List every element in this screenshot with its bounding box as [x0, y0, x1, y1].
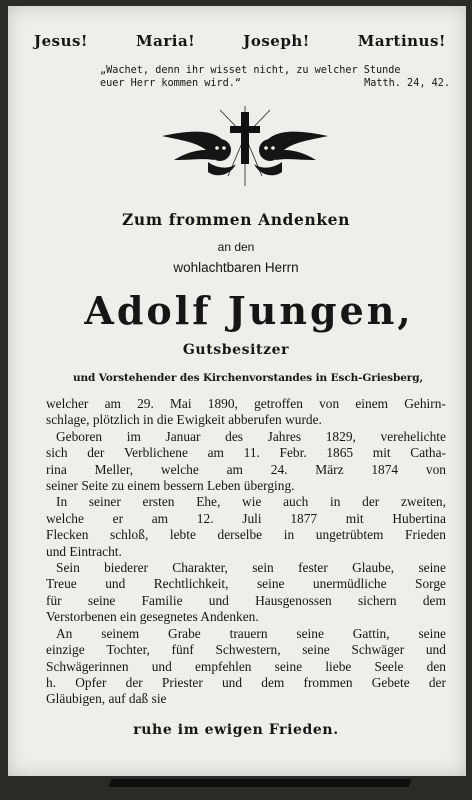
- word: verehelichte: [380, 428, 446, 444]
- word: dem: [261, 674, 285, 690]
- biography-line: [46, 511, 446, 527]
- word: von: [425, 461, 446, 477]
- word: 1865: [326, 445, 354, 461]
- cherub-icon: [162, 132, 236, 176]
- word: Febr.: [279, 445, 307, 461]
- word: Glaube,: [352, 560, 395, 576]
- word: 11.: [243, 445, 260, 461]
- biography-line: [46, 593, 446, 609]
- word: Opfer: [75, 674, 107, 690]
- quote-reference: Matth. 24, 42.: [364, 78, 450, 89]
- word: seine: [296, 625, 324, 641]
- word: welche: [46, 510, 84, 526]
- word: und: [208, 592, 229, 608]
- biography-text: [46, 396, 446, 708]
- word: h.: [46, 674, 57, 690]
- word: fünf: [171, 642, 194, 658]
- biography-line: [46, 659, 446, 675]
- invocation-joseph: Joseph!: [243, 32, 310, 50]
- biography-line: Gläubigen, auf daß sie: [46, 691, 167, 707]
- word: und: [105, 576, 126, 592]
- word: trauern: [229, 625, 268, 641]
- word: Schwägerinnen: [46, 658, 129, 674]
- word: 1877: [290, 510, 318, 526]
- word: 1874: [371, 461, 399, 477]
- biography-line: [46, 576, 446, 592]
- word: mit: [372, 445, 391, 461]
- word: er: [112, 510, 124, 526]
- word: liebe: [325, 658, 352, 674]
- word: seine: [256, 576, 285, 592]
- word: einem: [355, 396, 389, 411]
- word: getroffen: [254, 396, 303, 411]
- word: und: [151, 658, 172, 674]
- word: 1829,: [325, 428, 356, 444]
- word: seiner: [88, 494, 121, 510]
- word: ersten: [142, 494, 175, 510]
- word: seine: [418, 560, 446, 576]
- word: Hausgenossen: [255, 592, 332, 608]
- word: Hubertina: [392, 510, 446, 526]
- word: einzige: [46, 642, 85, 658]
- word: Frieden: [405, 527, 446, 543]
- word: Grabe: [168, 625, 201, 641]
- bottom-border: [109, 779, 412, 787]
- word: seine: [274, 658, 303, 674]
- word: derselbe: [217, 527, 263, 543]
- word: Juli: [242, 510, 262, 526]
- header-invocations: [34, 32, 446, 50]
- word: auch: [283, 494, 309, 510]
- quote-line-1: „Wachet, denn ihr wisset nicht, zu welcher Stunde: [100, 65, 401, 76]
- word: 1890,: [207, 396, 238, 411]
- quote-line-2-text: euer Herr kommen wird.“: [100, 78, 242, 89]
- word: empfehlen: [194, 658, 252, 674]
- biography-line: [46, 462, 446, 478]
- word: am: [104, 396, 121, 411]
- memorial-heading: Zum frommen Andenken: [121, 210, 351, 229]
- biography-line: [46, 527, 446, 543]
- word: am: [151, 510, 169, 526]
- cross-emblem: [160, 106, 330, 192]
- word: Gattin,: [352, 625, 390, 641]
- biography-line: [46, 560, 446, 576]
- word: Sein: [56, 560, 80, 576]
- word: zweiten,: [400, 494, 446, 510]
- word: am: [207, 445, 224, 461]
- word: der: [362, 494, 380, 510]
- biography-line: [46, 675, 446, 691]
- word: der: [428, 674, 446, 690]
- word: Tochter,: [106, 642, 150, 658]
- cross-icon: [230, 112, 260, 164]
- word: schloß,: [109, 527, 149, 543]
- word: in: [283, 527, 295, 543]
- word: März: [315, 461, 344, 477]
- word: seinem: [101, 625, 140, 641]
- cherub-icon: [254, 132, 328, 176]
- word: welcher: [46, 396, 89, 411]
- biography-line: [46, 396, 446, 412]
- word: mit: [345, 510, 364, 526]
- invocation-maria: Maria!: [136, 32, 196, 50]
- occupation: Gutsbesitzer: [182, 342, 290, 358]
- word: und: [221, 674, 243, 690]
- word: fester: [298, 560, 328, 576]
- word: der: [125, 674, 143, 690]
- word: am: [226, 461, 243, 477]
- word: rina: [46, 461, 67, 477]
- word: in: [330, 494, 341, 510]
- invocation-jesus: Jesus!: [34, 32, 89, 50]
- word: Sorge: [415, 576, 446, 592]
- word: Meller,: [94, 461, 134, 477]
- word: Geboren: [56, 428, 103, 444]
- word: Familie: [141, 592, 183, 608]
- word: seine: [418, 625, 446, 641]
- word: Januar: [165, 428, 201, 444]
- word: biederer: [104, 560, 148, 576]
- word: des: [225, 428, 243, 444]
- biography-line: [46, 494, 446, 510]
- word: von: [319, 396, 340, 411]
- word: Jahres: [267, 428, 302, 444]
- biography-line: [46, 429, 446, 445]
- scripture-quote: [100, 64, 450, 90]
- word: seine: [302, 642, 330, 658]
- word: sein: [252, 560, 274, 576]
- word: Priester: [161, 674, 203, 690]
- biography-line: [46, 642, 446, 658]
- deceased-name: Adolf Jungen,: [84, 288, 414, 333]
- biography-line: [46, 626, 446, 642]
- word: An: [56, 625, 73, 641]
- word: 29.: [137, 396, 154, 411]
- word: sichern: [357, 592, 397, 608]
- word: Flecken: [46, 527, 89, 543]
- word: sich: [46, 445, 68, 461]
- word: frommen: [303, 674, 353, 690]
- word: 12.: [196, 510, 214, 526]
- biography-line: und Eintracht.: [46, 543, 122, 559]
- biography-line: Verstorbenen ein gesegnetes Andenken.: [46, 609, 259, 625]
- word: Catha-: [410, 445, 446, 461]
- word: unermüdliche: [312, 576, 387, 592]
- invocation-martinus: Martinus!: [357, 32, 446, 50]
- closing-line: ruhe im ewigen Frieden.: [133, 722, 339, 738]
- word: lebte: [169, 527, 196, 543]
- word: 24.: [270, 461, 288, 477]
- word: Seele: [374, 658, 404, 674]
- word: Treue: [46, 576, 77, 592]
- word: wie: [242, 494, 262, 510]
- word: ungetrübtem: [315, 527, 384, 543]
- word: Gehirn-: [404, 396, 446, 411]
- word: welche: [160, 461, 199, 477]
- word: Mai: [170, 396, 192, 411]
- biography-line: [46, 445, 446, 461]
- word: den: [426, 658, 446, 674]
- word: im: [126, 428, 141, 444]
- word: Schwestern,: [215, 642, 281, 658]
- word: der: [87, 445, 105, 461]
- word: Schwäger: [351, 642, 405, 658]
- church-role: und Vorstehender des Kirchenvorstandes in Esch-Griesberg,: [72, 372, 424, 384]
- quote-line-2: [100, 77, 450, 90]
- word: Gebete: [371, 674, 410, 690]
- word: Rechtlichkeit,: [153, 576, 229, 592]
- word: Charakter,: [172, 560, 228, 576]
- word: Ehe,: [196, 494, 221, 510]
- honorific: wohlachtbaren Herrn: [173, 260, 299, 275]
- word: In: [56, 494, 68, 510]
- dedication-to: an den: [217, 240, 255, 254]
- word: seine: [87, 592, 116, 608]
- biography-line: schlage, plötzlich in die Ewigkeit abberufen wurde.: [46, 412, 322, 428]
- biography-line: seiner Seite zu einem bessern Leben überging.: [46, 478, 295, 494]
- word: für: [46, 592, 62, 608]
- word: und: [425, 642, 446, 658]
- word: dem: [422, 592, 446, 608]
- word: Verblichene: [124, 445, 188, 461]
